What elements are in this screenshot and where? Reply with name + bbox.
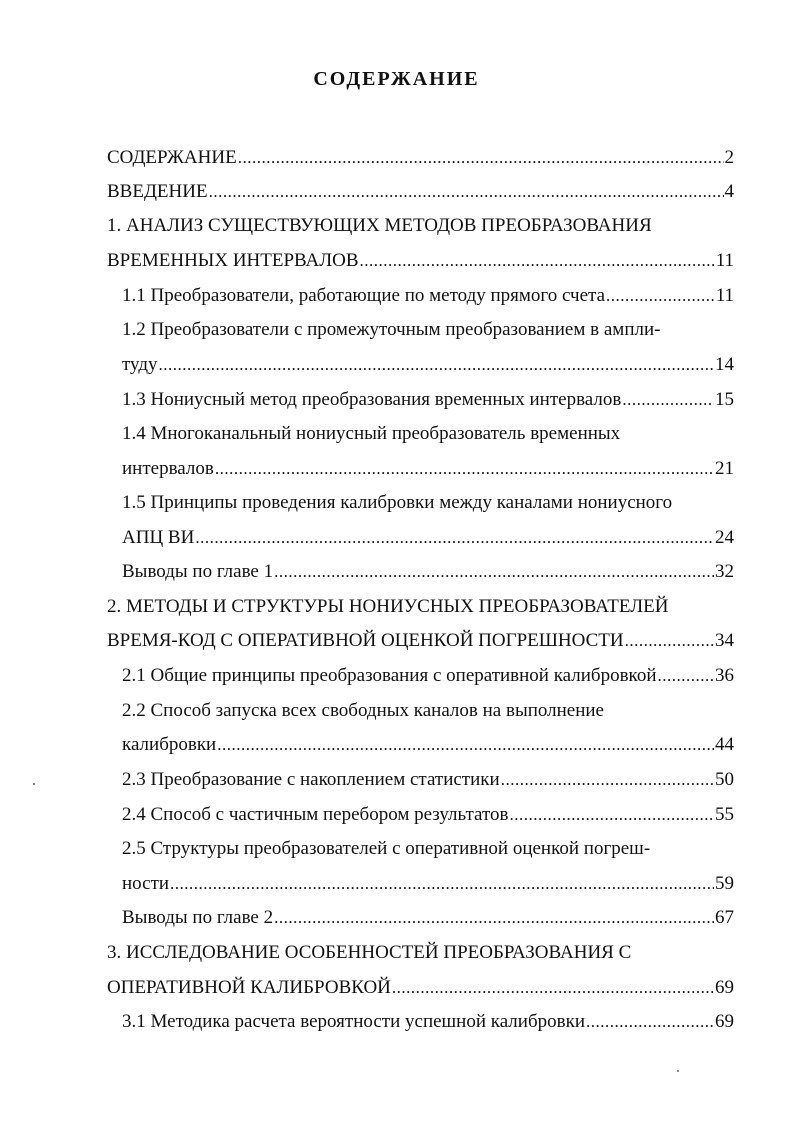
dot-leader [195, 526, 714, 550]
toc-page-number: 36 [715, 665, 734, 686]
toc-entry-title: 2.3 Преобразование с накоплением статистики [122, 769, 500, 790]
toc-entry-1-4-line1[interactable]: 1.4 Многоканальный нониусный преобразователь временных [122, 423, 621, 444]
toc-page-number: 55 [715, 804, 734, 825]
toc-entry-chapter-3[interactable] [107, 976, 734, 1000]
toc-entry-2-2-line1[interactable]: 2.2 Способ запуска всех свободных каналов на выполнение [122, 700, 604, 721]
toc-entry-title: АПЦ ВИ [122, 527, 195, 548]
toc-entry-1-5-line1[interactable]: 1.5 Принципы проведения калибровки между каналами нониусного [122, 492, 673, 513]
toc-entry-chapter-2-line1[interactable]: 2. МЕТОДЫ И СТРУКТУРЫ НОНИУСНЫХ ПРЕОБРАЗОВАТЕЛЕЙ [107, 596, 669, 617]
dot-leader [159, 353, 714, 377]
dot-leader [274, 560, 714, 584]
toc-page-number: 59 [715, 873, 734, 894]
dot-leader [392, 976, 714, 1000]
dot-leader [217, 733, 714, 757]
scan-speck [33, 783, 35, 785]
dot-leader [274, 906, 714, 930]
toc-entry-1-4[interactable] [122, 457, 734, 481]
toc-entry-title: 2.1 Общие принципы преобразования с оперативной калибровкой [122, 665, 657, 686]
toc-entry-2-4[interactable] [122, 803, 734, 827]
toc-page-number: 32 [715, 561, 734, 582]
toc-entry-title: 3.1 Методика расчета вероятности успешной калибровки [122, 1011, 585, 1032]
toc-entry-title: ности [122, 873, 170, 894]
toc-entry-title: интервалов [122, 458, 214, 479]
toc-entry-1-2-line1[interactable]: 1.2 Преобразователи с промежуточным преобразованием в ампли- [122, 319, 661, 340]
toc-page-number: 11 [715, 285, 734, 306]
toc-page-number: 14 [715, 354, 734, 375]
toc-entry-3-1[interactable] [122, 1010, 734, 1034]
toc-entry-contents[interactable] [107, 146, 734, 170]
dot-leader [360, 249, 715, 273]
toc-entry-title: калибровки [122, 734, 217, 755]
toc-entry-conclusions-1[interactable] [122, 560, 734, 584]
dot-leader [509, 803, 714, 827]
dot-leader [586, 1010, 714, 1034]
toc-entry-1-3[interactable] [122, 388, 734, 412]
toc-entry-conclusions-2[interactable] [122, 906, 734, 930]
scan-speck [677, 1070, 679, 1072]
dot-leader [170, 872, 714, 896]
toc-entry-chapter-1[interactable] [107, 249, 734, 273]
toc-entry-title: Выводы по главе 1 [122, 561, 274, 582]
toc-entry-title: 1.3 Нониусный метод преобразования временных интервалов [122, 389, 622, 410]
toc-page-number: 34 [715, 630, 734, 651]
toc-entry-2-2[interactable] [122, 733, 734, 757]
toc-entry-title: Выводы по главе 2 [122, 907, 274, 928]
dot-leader [238, 146, 724, 170]
toc-page-number: 69 [715, 1011, 734, 1032]
dot-leader [215, 457, 714, 481]
dot-leader [606, 284, 715, 308]
toc-page-number: 69 [715, 977, 734, 998]
toc-entry-chapter-3-line1[interactable]: 3. ИССЛЕДОВАНИЕ ОСОБЕННОСТЕЙ ПРЕОБРАЗОВАНИЯ С [107, 942, 632, 963]
dot-leader [625, 629, 714, 653]
toc-entry-title: СОДЕРЖАНИЕ [107, 147, 237, 168]
toc-entry-title: туду [122, 354, 158, 375]
toc-entry-1-2[interactable] [122, 353, 734, 377]
toc-entry-title: ВРЕМЕННЫХ ИНТЕРВАЛОВ [107, 250, 359, 271]
toc-entry-2-1[interactable] [122, 664, 734, 688]
dot-leader [209, 180, 724, 204]
toc-entry-title: ОПЕРАТИВНОЙ КАЛИБРОВКОЙ [107, 977, 391, 998]
toc-page-number: 15 [715, 389, 734, 410]
dot-leader [622, 388, 714, 412]
toc-entry-title: ВВЕДЕНИЕ [107, 181, 208, 202]
toc-entry-title: ВРЕМЯ-КОД С ОПЕРАТИВНОЙ ОЦЕНКОЙ ПОГРЕШНОСТИ [107, 630, 624, 651]
toc-page-number: 2 [724, 147, 734, 168]
toc-entry-2-5[interactable] [122, 872, 734, 896]
toc-page-number: 50 [715, 769, 734, 790]
toc-entry-introduction[interactable] [107, 180, 734, 204]
page-title: СОДЕРЖАНИЕ [313, 68, 480, 90]
toc-page-number: 24 [715, 527, 734, 548]
toc-entry-chapter-2[interactable] [107, 629, 734, 653]
toc-entry-2-5-line1[interactable]: 2.5 Структуры преобразователей с оперативной оценкой погреш- [122, 838, 651, 859]
toc-entry-title: 2.4 Способ с частичным перебором результатов [122, 804, 509, 825]
toc-page-number: 11 [715, 250, 734, 271]
toc-page-number: 67 [715, 907, 734, 928]
dot-leader [501, 768, 714, 792]
toc-entry-1-5[interactable] [122, 526, 734, 550]
toc-page-number: 4 [724, 181, 734, 202]
toc-page-number: 21 [715, 458, 734, 479]
toc-entry-title: 1.1 Преобразователи, работающие по методу прямого счета [122, 285, 605, 306]
toc-entry-2-3[interactable] [122, 768, 734, 792]
toc-entry-chapter-1-line1[interactable]: 1. АНАЛИЗ СУЩЕСТВУЮЩИХ МЕТОДОВ ПРЕОБРАЗОВАНИЯ [107, 215, 652, 236]
dot-leader [658, 664, 715, 688]
toc-entry-1-1[interactable] [122, 284, 734, 308]
toc-page-number: 44 [715, 734, 734, 755]
